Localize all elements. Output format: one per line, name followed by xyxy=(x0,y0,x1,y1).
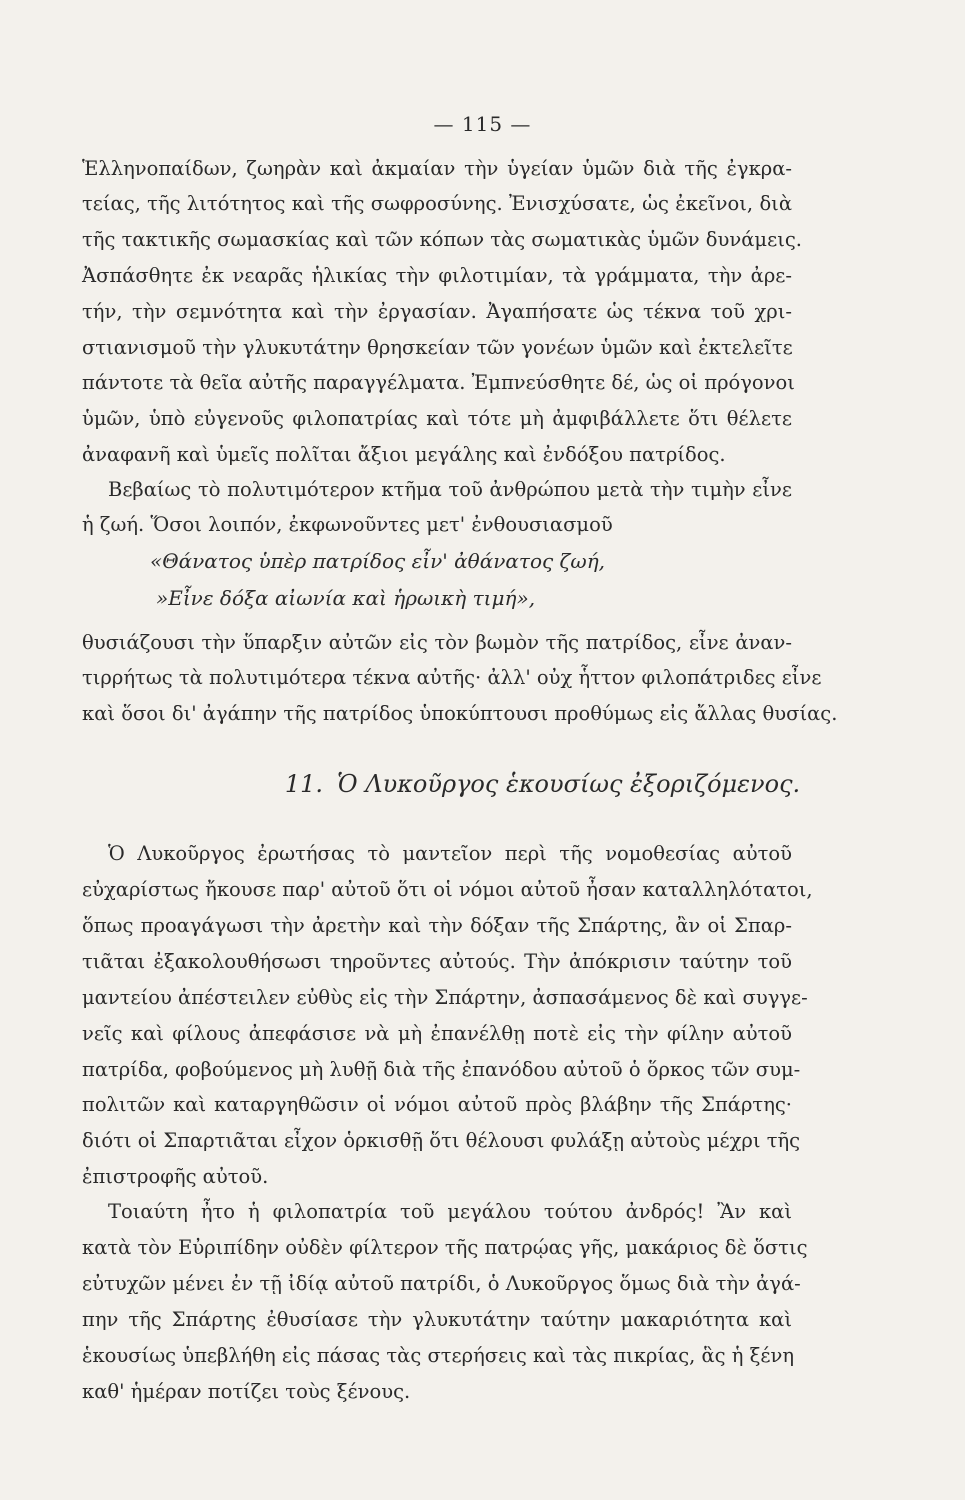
text-line: πατρίδα, φοβούμενος μὴ λυθῇ διὰ τῆς ἐπανόδου αὐτοῦ ὁ ὅρκος τῶν συμ- xyxy=(82,1058,801,1081)
text-line: κατὰ τὸν Εὐριπίδην οὐδὲν φίλτερον τῆς πατρῴας γῆς, μακάριος δὲ ὅστις xyxy=(82,1236,808,1259)
text-line: ἀναφανῆ καὶ ὑμεῖς πολῖται ἄξιοι μεγάλης καὶ ἐνδόξου πατρίδος. xyxy=(82,443,726,466)
text-line: πην τῆς Σπάρτης ἐθυσίασε τὴν γλυκυτάτην ταύτην μακαριότητα καὶ xyxy=(82,1308,792,1331)
text-line: ἑκουσίως ὑπεβλήθη εἰς πάσας τὰς στερήσεις καὶ τὰς πικρίας, ἃς ἡ ξένη xyxy=(82,1344,795,1367)
text-line: τιᾶται ἐξακολουθήσωσι τηροῦντες αὐτούς. Τὴν ἀπόκρισιν ταύτην τοῦ xyxy=(82,950,792,973)
text-line: διότι οἱ Σπαρτιᾶται εἶχον ὁρκισθῇ ὅτι θέλουσι φυλάξῃ αὐτοὺς μέχρι τῆς xyxy=(82,1129,801,1152)
text-line: εὐχαρίστως ἤκουσε παρ' αὐτοῦ ὅτι οἱ νόμοι αὐτοῦ ἦσαν καταλληλότατοι, xyxy=(82,878,813,901)
text-line: στιανισμοῦ τὴν γλυκυτάτην θρησκείαν τῶν γονέων ὑμῶν καὶ ἐκτελεῖτε xyxy=(82,336,793,359)
text-line: νεῖς καὶ φίλους ἀπεφάσισε νὰ μὴ ἐπανέλθῃ ποτὲ εἰς τὴν φίλην αὐτοῦ xyxy=(82,1022,792,1045)
text-line: εὐτυχῶν μένει ἐν τῇ ἰδίᾳ αὐτοῦ πατρίδι, ὁ Λυκοῦργος ὅμως διὰ τὴν ἀγά- xyxy=(82,1272,801,1295)
text-line: Ἑλληνοπαίδων, ζωηρὰν καὶ ἀκμαίαν τὴν ὑγείαν ὑμῶν διὰ τῆς ἐγκρα- xyxy=(82,157,792,180)
page-number: — 115 — xyxy=(433,112,532,136)
text-line: ἡ ζωή. Ὅσοι λοιπόν, ἐκφωνοῦντες μετ' ἐνθουσιασμοῦ xyxy=(82,513,613,536)
text-line: πολιτῶν καὶ καταργηθῶσιν οἱ νόμοι αὐτοῦ πρὸς βλάβην τῆς Σπάρτης· xyxy=(82,1093,792,1116)
text-line: καὶ ὅσοι δι' ἀγάπην τῆς πατρίδος ὑποκύπτουσι προθύμως εἰς ἄλλας θυσίας. xyxy=(82,702,838,725)
text-line: ἐπιστροφῆς αὐτοῦ. xyxy=(82,1165,269,1188)
text-line: μαντείου ἀπέστειλεν εὐθὺς εἰς τὴν Σπάρτην, ἀσπασάμενος δὲ καὶ συγγε- xyxy=(82,986,808,1009)
text-line: Βεβαίως τὸ πολυτιμότερον κτῆμα τοῦ ἀνθρώπου μετὰ τὴν τιμὴν εἶνε xyxy=(108,478,792,501)
text-line: τιρρήτως τὰ πολυτιμότερα τέκνα αὐτῆς· ἀλλ' οὐχ ἧττον φιλοπάτριδες εἶνε xyxy=(82,666,822,689)
verse-line: »Εἶνε δόξα αἰωνία καὶ ἡρωικὴ τιμή», xyxy=(156,586,536,610)
text-line: πάντοτε τὰ θεῖα αὐτῆς παραγγέλματα. Ἐμπνεύσθητε δέ, ὡς οἱ πρόγονοι xyxy=(82,371,795,394)
verse-line: «Θάνατος ὑπὲρ πατρίδος εἶν' ἀθάνατος ζωή, xyxy=(150,549,606,573)
text-line: θυσιάζουσι τὴν ὕπαρξιν αὐτῶν εἰς τὸν βωμὸν τῆς πατρίδος, εἶνε ἀναν- xyxy=(82,631,792,654)
text-line: ὅπως προαγάγωσι τὴν ἀρετὴν καὶ τὴν δόξαν τῆς Σπάρτης, ἂν οἱ Σπαρ- xyxy=(82,914,792,937)
text-line: τείας, τῆς λιτότητος καὶ τῆς σωφροσύνης. Ἐνισχύσατε, ὡς ἐκεῖνοι, διὰ xyxy=(82,192,792,215)
text-line: καθ' ἡμέραν ποτίζει τοὺς ξένους. xyxy=(82,1380,411,1403)
section-title: Ὁ Λυκοῦργος ἑκουσίως ἐξοριζόμενος. xyxy=(337,770,801,798)
text-line: τήν, τὴν σεμνότητα καὶ τὴν ἐργασίαν. Ἀγαπήσατε ὡς τέκνα τοῦ χρι- xyxy=(82,300,792,323)
text-line: Ὁ Λυκοῦργος ἐρωτήσας τὸ μαντεῖον περὶ τῆς νομοθεσίας αὐτοῦ xyxy=(108,842,792,865)
text-line: Τοιαύτη ἦτο ἡ φιλοπατρία τοῦ μεγάλου τούτου ἀνδρός! Ἂν καὶ xyxy=(108,1200,792,1223)
section-heading xyxy=(0,770,965,798)
section-number: 11. xyxy=(284,770,324,798)
text-line: ὑμῶν, ὑπὸ εὐγενοῦς φιλοπατρίας καὶ τότε μὴ ἀμφιβάλλετε ὅτι θέλετε xyxy=(82,407,792,430)
text-line: Ἀσπάσθητε ἐκ νεαρᾶς ἡλικίας τὴν φιλοτιμίαν, τὰ γράμματα, τὴν ἀρε- xyxy=(82,264,792,287)
text-line: τῆς τακτικῆς σωμασκίας καὶ τῶν κόπων τὰς σωματικὰς ὑμῶν δυνάμεις. xyxy=(82,228,802,251)
